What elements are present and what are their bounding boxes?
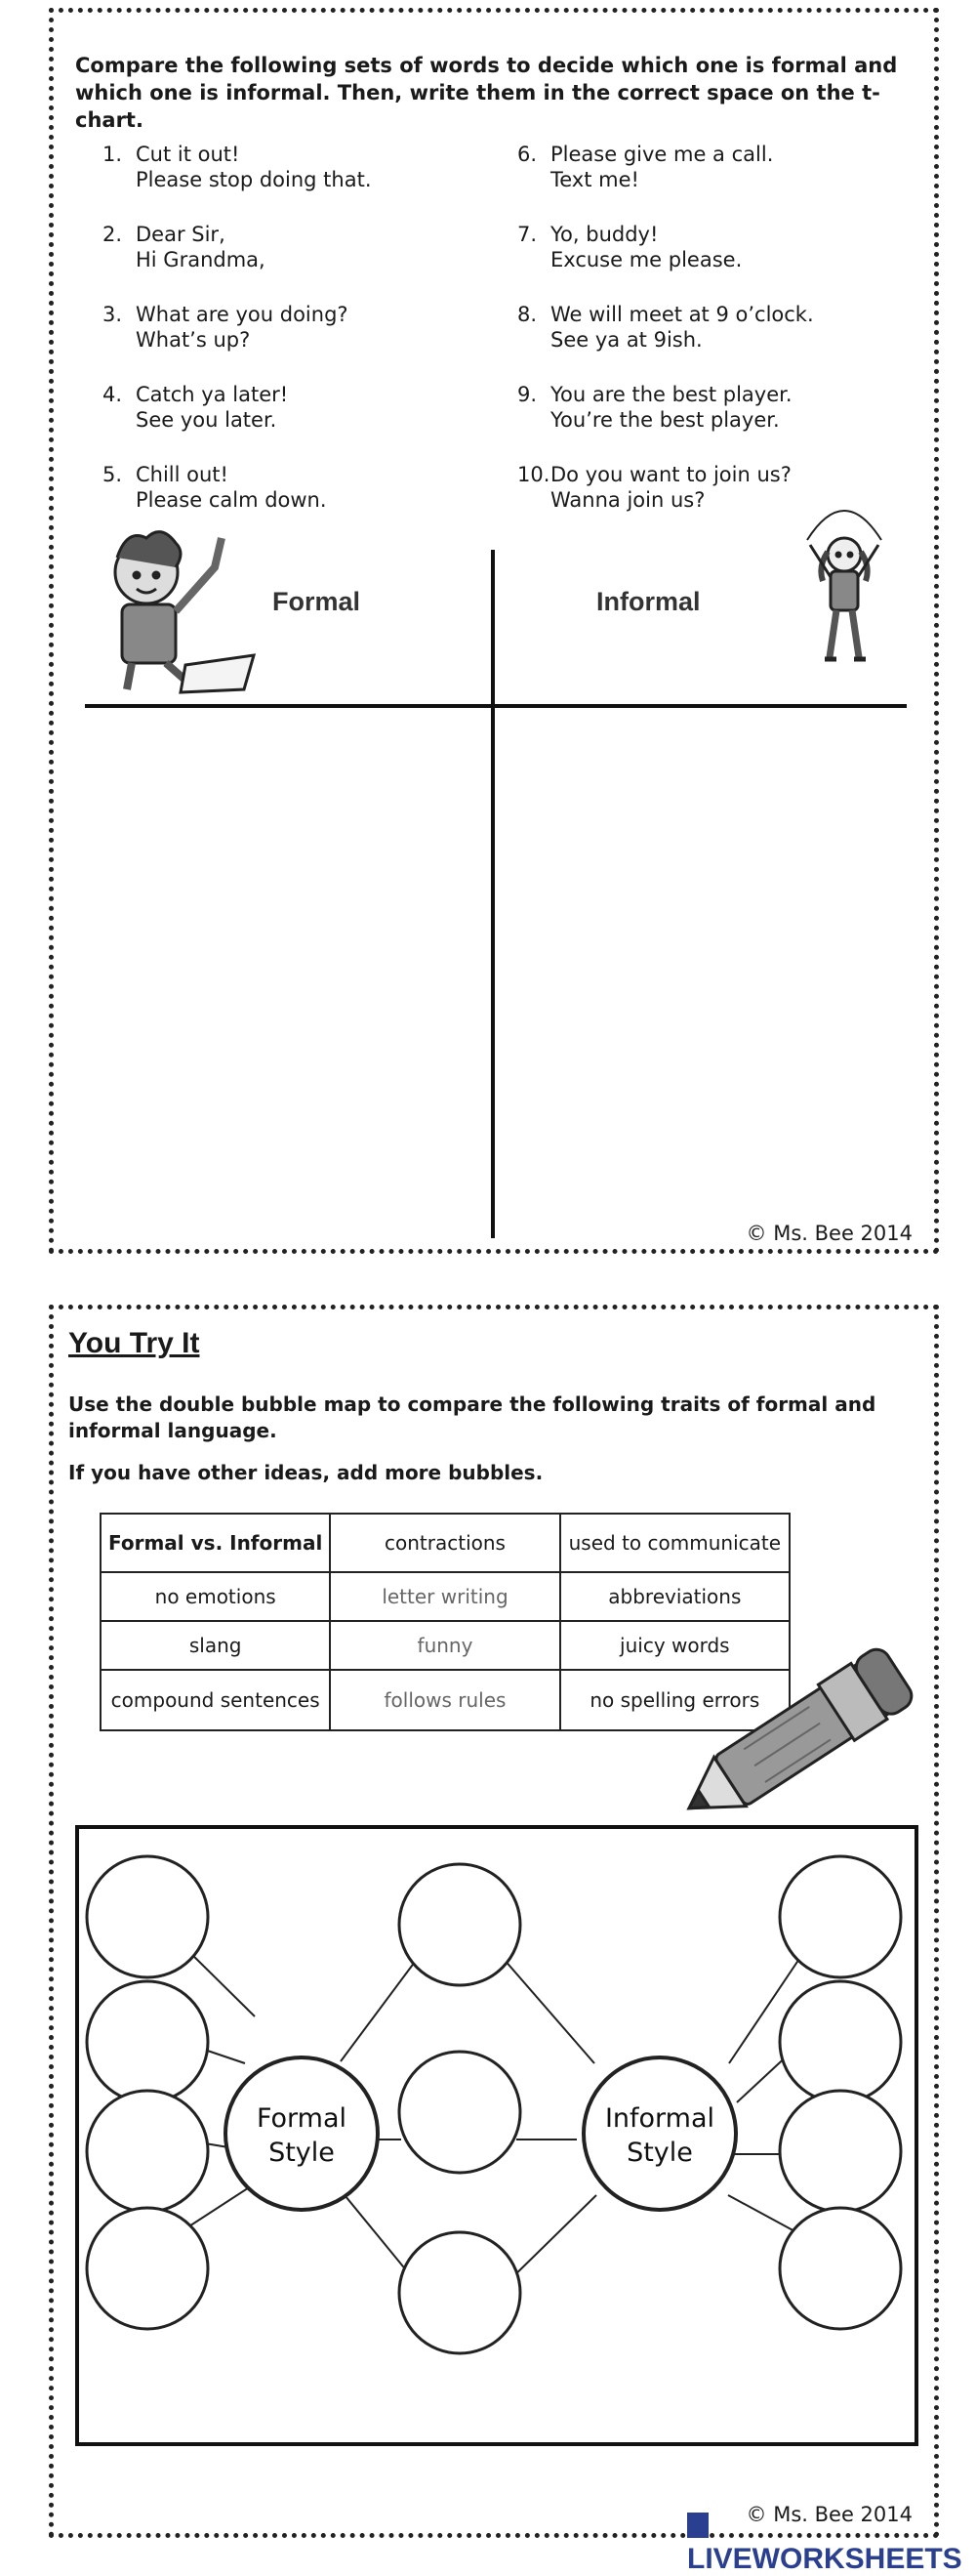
formal-column-label: Formal xyxy=(272,587,361,616)
worksheet-page-1 xyxy=(49,8,939,1254)
table-cell: slang xyxy=(101,1621,330,1670)
bubble xyxy=(780,2208,901,2329)
bubble xyxy=(87,1856,208,1977)
informal-style-label: Informal xyxy=(604,2103,715,2134)
watermark: LIVEWORKSHEETS xyxy=(687,2510,976,2576)
formal-style-label-2: Style xyxy=(268,2138,335,2168)
t-chart-vertical-line xyxy=(491,550,495,1238)
pencil-illustration xyxy=(649,1641,942,1837)
informal-column-label: Informal xyxy=(596,587,701,616)
list-item: 2. Dear Sir, Hi Grandma, xyxy=(102,223,265,271)
page-title: You Try It xyxy=(68,1327,200,1359)
bubble xyxy=(780,1981,901,2102)
bubble xyxy=(399,1864,520,1985)
bubble xyxy=(399,2052,520,2173)
bubble xyxy=(780,2091,901,2212)
formal-style-bubble xyxy=(225,2057,378,2210)
table-cell: abbreviations xyxy=(560,1572,790,1621)
instructions: Compare the following sets of words to decide which one is formal and which one is informal. Then, write them in the correct space on the t-chart. xyxy=(75,54,898,132)
list-item: 7. Yo, buddy! Excuse me please. xyxy=(517,223,743,271)
table-cell: letter writing xyxy=(330,1572,559,1621)
instructions: Use the double bubble map to compare the following traits of formal and informal language. xyxy=(68,1392,876,1442)
list-item: 4. Catch ya later! See you later. xyxy=(102,383,289,432)
bubble xyxy=(87,1981,208,2102)
table-cell: funny xyxy=(330,1621,559,1670)
liveworksheets-logo-icon xyxy=(687,2513,709,2538)
bubble xyxy=(87,2091,208,2212)
table-cell: follows rules xyxy=(330,1670,559,1730)
list-item: 6. Please give me a call. Text me! xyxy=(517,143,774,191)
table-cell: used to communicate xyxy=(560,1514,790,1572)
table-row xyxy=(101,1572,790,1621)
table-cell: contractions xyxy=(330,1514,559,1572)
girl-jumping-rope-illustration xyxy=(795,501,893,696)
bubble xyxy=(399,2232,520,2353)
list-item: 5. Chill out! Please calm down. xyxy=(102,463,327,512)
formal-style-label: Formal xyxy=(256,2103,347,2134)
worksheet-page-2 xyxy=(49,1305,939,2538)
t-chart-horizontal-line xyxy=(85,704,907,708)
table-cell: no spelling errors xyxy=(560,1670,790,1730)
instructions-extra: If you have other ideas, add more bubbles. xyxy=(68,1461,544,1484)
bubble-map-lines xyxy=(79,1829,915,2442)
table-cell: Formal vs. Informal xyxy=(101,1514,330,1572)
double-bubble-map xyxy=(75,1825,918,2446)
bubble xyxy=(780,1856,901,1977)
copyright: © Ms. Bee 2014 xyxy=(746,2503,913,2526)
list-item: 1. Cut it out! Please stop doing that. xyxy=(102,143,372,191)
table-cell: compound sentences xyxy=(101,1670,330,1730)
list-item: 8. We will meet at 9 o’clock. See ya at 9ish. xyxy=(517,303,814,352)
informal-style-bubble xyxy=(584,2057,736,2210)
table-row xyxy=(101,1514,790,1572)
table-cell: juicy words xyxy=(560,1621,790,1670)
bubble xyxy=(87,2208,208,2329)
list-item: 3. What are you doing? What’s up? xyxy=(102,303,348,352)
informal-style-label-2: Style xyxy=(627,2138,693,2168)
table-cell: no emotions xyxy=(101,1572,330,1621)
boy-illustration xyxy=(93,528,278,704)
list-item: 9. You are the best player. You’re the best player. xyxy=(517,383,793,432)
copyright: © Ms. Bee 2014 xyxy=(746,1222,913,1245)
list-item: 10.Do you want to join us? Wanna join us? xyxy=(517,463,792,512)
